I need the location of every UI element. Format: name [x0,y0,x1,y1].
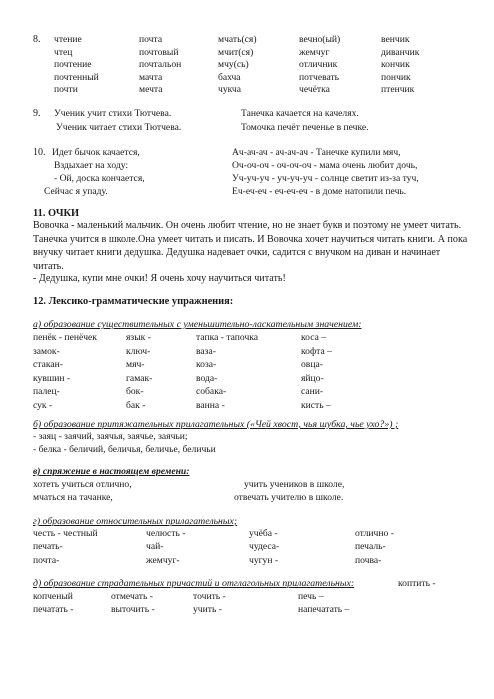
exercise-v-right-2: отвечать учителю в школе. [234,492,344,503]
word-g-1-1: честь - честный [33,528,98,539]
word-3-5: чукча [218,84,241,96]
word-a-2-5: бок- [126,386,144,398]
rhyme-line-1: Ач-ач-ач - ач-ач-ач - Танечке купили мяч, [232,147,401,158]
word-g-4-2: печаль- [355,541,386,553]
word-a-3-1: тапка - тапочка [196,332,259,343]
word-5-2: диванчик [381,46,420,58]
exercise-d-tail: коптить - [398,578,436,589]
exercise-v-left-2: мчаться на тачанке, [33,492,113,503]
word-d-4-1: печь – [298,591,324,602]
exercise-b-line-1: - заяц - заячий, заячья, заячье, заячьи; [33,431,188,442]
word-a-4-2: кофта – [301,345,332,357]
word-3-3: мчу(сь) [218,59,249,71]
word-d-4-2: напечатать – [298,603,350,615]
word-g-4-3: почва- [355,554,382,566]
word-a-1-6: сук - [33,400,53,411]
rhyme-line-2: Оч-оч-оч - оч-оч-оч - мама очень любит дочь, [232,160,418,171]
poem-line-2: Вздыхает на ходу: [54,160,129,171]
word-4-2: жемчуг [299,46,330,58]
word-g-4-1: отлично - [355,528,394,539]
poem-line-3: - Ой, доска кончается, [54,173,145,184]
word-2-3: почтальон [139,59,182,71]
poem-line-1: Идет бычок качается, [52,147,140,158]
word-2-1: почта [139,34,163,45]
word-g-2-2: чай- [146,541,164,553]
word-a-4-3: овца- [301,359,323,371]
word-5-5: птенчик [381,84,415,96]
word-2-2: почтовый [139,46,179,58]
word-2-4: мачта [139,71,163,83]
word-a-1-5: палец- [33,386,60,398]
exercise-a-title: а) образование существительных с уменьшительно-ласкательным значением: [33,319,362,330]
word-5-4: пончик [381,71,411,83]
word-g-3-2: чудеса- [249,541,280,553]
reading-quote: - Дедушка, купи мне очки! Я очень хочу научиться читать! [33,273,286,284]
word-a-4-4: яйцо- [301,372,324,384]
word-a-2-4: гамак- [126,372,153,384]
word-a-3-4: вода- [196,372,218,384]
section-11-title: 11. ОЧКИ [33,208,80,219]
item-number-10: 10. [33,147,46,158]
word-1-3: почтение [54,59,92,71]
word-a-1-3: стакан- [33,359,63,371]
word-d-3-2: учить - [193,603,222,615]
word-d-2-1: отмечать - [111,591,153,602]
word-a-3-2: ваза- [196,345,216,357]
word-a-2-1: язык - [126,332,151,343]
word-a-2-2: ключ- [126,345,151,357]
word-4-1: вечно(ый) [299,34,341,45]
word-g-3-1: учёба - [249,528,278,539]
exercise-g-title: г) образование относительных прилагательных; [33,516,238,527]
word-4-3: отличник [299,59,338,71]
word-3-4: бахча [218,71,241,83]
word-a-4-6: кисть – [301,400,331,411]
word-a-4-5: сани- [301,386,324,398]
word-a-2-3: мяч- [126,359,145,371]
exercise-d-title: д) образование страдательных причастий и отглагольных прилагательных: [33,578,355,589]
word-a-4-1: коса – [301,332,327,343]
word-g-1-3: почта- [33,554,60,566]
word-a-1-1: пенёк - пенёчек [33,332,97,343]
s9-left-line-2: Ученик читает стихи Тютчева. [56,122,182,133]
word-a-3-3: коза- [196,359,217,371]
word-g-2-3: жемчуг- [146,554,180,566]
exercise-v-left-1: хотеть учиться отлично, [33,479,132,490]
s9-right-line-2: Томочка печёт печенье в печке. [241,122,369,133]
word-g-1-2: печать- [33,541,63,553]
word-g-3-3: чугун - [249,554,279,566]
reading-text: Вовочка - маленький мальчик. Он очень любит чтение, но не знает букв и поэтому не умеет читать. Танечка учится в школе.Она умеет читать и писать. И Вовочка хочет научиться читать книги. А пока внучку читает книги дедушка. Дедушка надевает очки, садится с внучком на диван и начинает читать. [33,220,468,272]
exercise-b-line-2: - белка - беличий, беличья, беличье, беличьи [33,444,216,455]
section-12-title: 12. Лексико-грамматические упражнения: [33,296,234,307]
word-a-1-4: кувшин - [33,372,71,384]
exercise-v-right-1: учить учеников в школе, [244,479,345,490]
s9-right-line-1: Танечка качается на качелях. [241,108,359,119]
rhyme-line-3: Уч-уч-уч - уч-уч-уч - солнце светит из-за туч, [232,173,419,184]
word-d-3-1: точить - [193,591,226,602]
item-number-9: 9. [33,108,41,119]
word-3-1: мчать(ся) [218,34,257,45]
poem-line-4: Сейчас я упаду. [44,186,108,197]
word-1-1: чтение [54,34,82,45]
s9-left-line-1: Ученик учит стихи Тютчева. [54,108,172,119]
word-g-2-1: челюсть - [146,528,186,539]
word-a-3-6: ванна - [196,400,225,411]
word-d-1-2: печатать - [33,603,74,615]
word-1-5: почти [54,84,78,96]
rhyme-line-4: Еч-еч-еч - еч-еч-еч - в доме натопили печь. [232,186,407,197]
word-5-3: кончик [381,59,410,71]
word-4-4: потчевать [299,71,340,83]
word-d-2-2: выточить - [111,603,155,615]
word-2-5: мечта [139,84,163,96]
word-a-2-6: бак - [126,400,146,411]
word-4-5: чечётка [299,84,330,96]
word-a-3-5: собака- [196,386,227,398]
word-3-2: мчит(ся) [218,46,254,58]
word-d-1-1: копченый [33,591,73,602]
word-1-2: чтец [54,46,73,58]
word-1-4: почтенный [54,71,99,83]
exercise-b-title: б) образование притяжательных прилагательных («Чей хвост, чья шубка, чье ухо?») ; [33,419,399,430]
exercise-v-title: в) спряжение в настоящем времени: [33,466,190,477]
word-5-1: венчик [381,34,410,45]
word-a-1-2: замок- [33,345,60,357]
item-number-8: 8. [33,34,41,45]
